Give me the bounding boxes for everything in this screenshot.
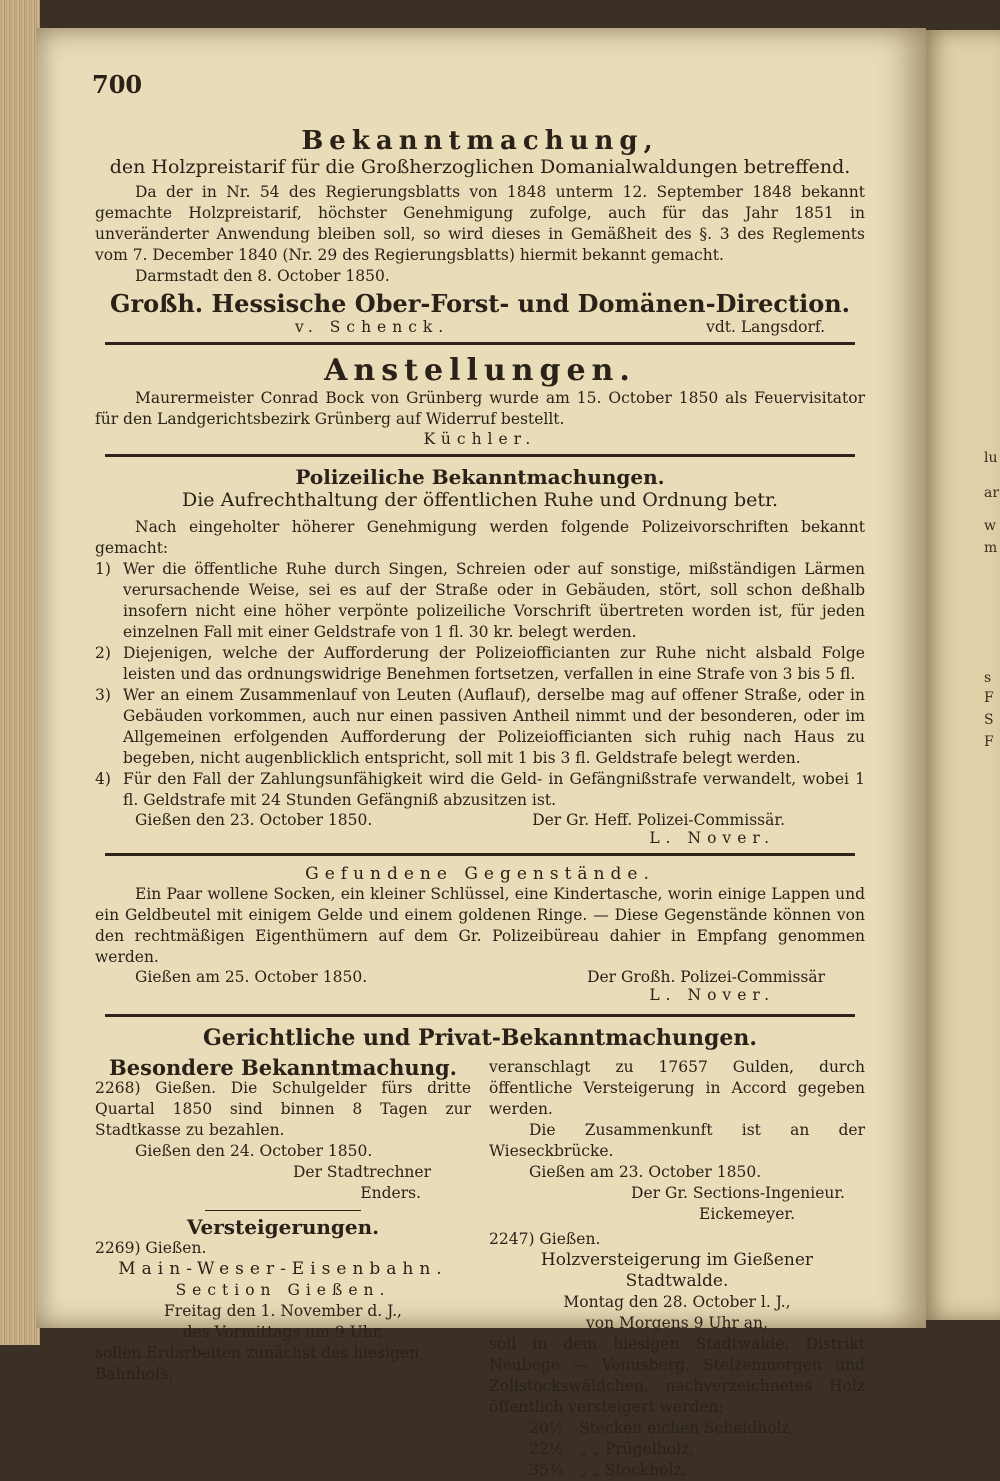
heading: Holzversteigerung im Gießener Stadtwalde.	[540, 1250, 814, 1291]
notice-intro: Nach eingeholter höherer Genehmigung werden folgende Polizeivorschriften bekannt gemacht:	[95, 518, 865, 557]
divider	[105, 1014, 855, 1017]
left-column	[95, 1057, 471, 1481]
notice-date: Gießen am 25. October 1850.	[135, 968, 368, 986]
facing-page-edge: lu ar w m s F S F	[920, 30, 1000, 1320]
notice-date: Gießen am 23. October 1850.	[529, 1163, 762, 1181]
notice-2268: 2268) Gießen. Die Schulgelder fürs dritte Quartal 1850 sind binnen 8 Tagen zur Stadtkasse zu bezahlen.	[95, 1079, 471, 1139]
notice-body: Da der in Nr. 54 des Regierungsblatts von 1848 unterm 12. September 1848 bekannt gemachte Holzpreistarif, höchster Genehmigung zufolge, auch für das Jahr 1851 in unveränderter Anwendung bleiben soll, so wird dieses in Gemäßheit des §. 3 des Reglements vom 7. December 1840 (Nr. 29 des Regierungsblatts) hiermit bekannt gemacht.	[95, 183, 865, 264]
notice-2247: 2247) Gießen.	[489, 1230, 601, 1248]
signer-title: Der Gr. Heff. Polizei-Commissär.	[532, 811, 785, 829]
notice-date: Gießen den 24. October 1850.	[135, 1142, 373, 1160]
railway-name: Main-Weser-Eisenbahn.	[118, 1259, 448, 1279]
notice-body: Maurermeister Conrad Bock von Grünberg wurde am 15. October 1850 als Feuervisitator für den Landgerichtsbezirk Grünberg auf Widerruf bestellt.	[95, 389, 865, 428]
notice-fundsachen	[95, 864, 865, 1004]
notice-anstellungen	[95, 353, 865, 448]
wood-item: 22½ „ „ Prügelholz,	[529, 1440, 695, 1458]
list-item: 1) Wer die öffentliche Ruhe durch Singen, Schreien oder auf sonstige, mißständigen Lärmen verursachende Weise, sei es auf der Straße oder in Gebäuden, stört, soll schon deßhalb insofern nicht eine höher verpönte polizeiliche Vorschrift übertreten worden ist, für jeden einzelnen Fall mit einer Geldstrafe von 1 fl. 30 kr. belegt werden.	[95, 560, 865, 641]
signer: L. Nover.	[649, 986, 775, 1004]
signer-title: Der Gr. Sections-Ingenieur.	[631, 1184, 845, 1202]
signer-left: v. Schenck.	[295, 318, 450, 336]
notice-polizei	[95, 465, 865, 847]
signer-title: Der Stadtrechner	[293, 1163, 431, 1181]
short-divider	[205, 1210, 361, 1211]
notice-title: Anstellungen.	[324, 353, 636, 388]
continuation-text: veranschlagt zu 17657 Gulden, durch öffentliche Versteigerung in Accord gegeben werden.	[489, 1058, 865, 1118]
notice-date: Darmstadt den 8. October 1850.	[135, 267, 390, 285]
notice-2269: 2269) Gießen.	[95, 1239, 207, 1257]
notice-title: Bekanntmachung,	[301, 126, 659, 156]
notice-subtitle: den Holzpreistarif für die Großherzoglichen Domanialwaldungen betreffend.	[109, 156, 851, 178]
divider	[105, 454, 855, 457]
section-name: Section Gießen.	[175, 1281, 391, 1299]
auction-time: von Morgens 9 Uhr an,	[586, 1314, 768, 1332]
notice-title: Polizeiliche Bekanntmachungen.	[295, 465, 665, 489]
notice-date: Gießen den 23. October 1850.	[135, 811, 373, 829]
auction-text: soll in dem hiesigen Stadtwalde, Distrikt Neubege — Venusberg, Stelzenmorgen und Zollstockswäldchen, nachverzeichnetes Holz öffentlich versteigert werden:	[489, 1335, 865, 1416]
list-item: 2) Diejenigen, welche der Aufforderung der Polizeiofficianten zur Ruhe nicht alsbald Folge leisten und das ordnungswidrige Benehmen fortsetzen, verfallen in eine Strafe von 3 bis 5 fl.	[95, 644, 865, 683]
section-title: Gerichtliche und Privat-Bekanntmachungen.	[202, 1025, 758, 1051]
heading: Besondere Bekanntmachung.	[109, 1055, 457, 1080]
wood-item: 20½ Stecken eichen Scheidholz,	[529, 1419, 795, 1437]
signer: Enders.	[360, 1184, 421, 1202]
notice-subtitle: Die Aufrechthaltung der öffentlichen Ruhe und Ordnung betr.	[181, 489, 779, 511]
divider	[105, 342, 855, 345]
signer: Küchler.	[423, 430, 537, 448]
notice-holzpreistarif	[95, 126, 865, 336]
auction-time: des Vormittags um 9 Uhr,	[182, 1323, 384, 1341]
signer: L. Nover.	[649, 829, 775, 847]
wood-item: 35¾ „ „ Stockholz,	[529, 1461, 687, 1479]
signer-title: Der Großh. Polizei-Commissär	[587, 968, 825, 986]
auction-text: sollen Erdarbeiten zunächst des hiesigen Bahnhofs,	[95, 1344, 420, 1383]
notice-title: Gefundene Gegenstände.	[305, 864, 655, 884]
meeting-point: Die Zusammenkunft ist an der Wieseckbrücke.	[489, 1121, 865, 1160]
book-page-edges	[0, 0, 40, 1345]
auction-date: Montag den 28. October l. J.,	[563, 1293, 791, 1311]
heading: Versteigerungen.	[186, 1215, 380, 1239]
divider	[105, 853, 855, 856]
signer: Eickemeyer.	[699, 1205, 795, 1223]
list-item: 4) Für den Fall der Zahlungsunfähigkeit wird die Geld- in Gefängnißstrafe verwandelt, wobei 1 fl. Geldstrafe mit 24 Stunden Gefängniß abzusitzen ist.	[95, 770, 865, 809]
signer-right: vdt. Langsdorf.	[706, 318, 825, 336]
notice-body: Ein Paar wollene Socken, ein kleiner Schlüssel, eine Kindertasche, worin einige Lappen und ein Geldbeutel mit einigem Gelde und einem goldenen Ringe. — Diese Gegenstände können von den rechtmäßigen Eigenthümern auf dem Gr. Polizeibüreau dahier in Empfang genommen werden.	[95, 885, 865, 966]
page-content	[95, 60, 865, 1481]
right-column	[489, 1057, 865, 1481]
page-number: 700	[92, 70, 143, 99]
two-column-section	[95, 1057, 865, 1481]
notice-authority: Großh. Hessische Ober-Forst- und Domänen-Direction.	[109, 289, 851, 318]
list-item: 3) Wer an einem Zusammenlauf von Leuten (Auflauf), derselbe mag auf offener Straße, oder in Gebäuden vorkommen, auch nur einen passiven Antheil nimmt und der besonderen, oder im Allgemeinen erfolgenden Aufforderung der Polizeiofficianten sich ruhig nach Haus zu begeben, nicht augenblicklich entspricht, soll mit 1 bis 3 fl. Geldstrafe belegt werden.	[95, 686, 865, 767]
auction-date: Freitag den 1. November d. J.,	[164, 1302, 402, 1320]
